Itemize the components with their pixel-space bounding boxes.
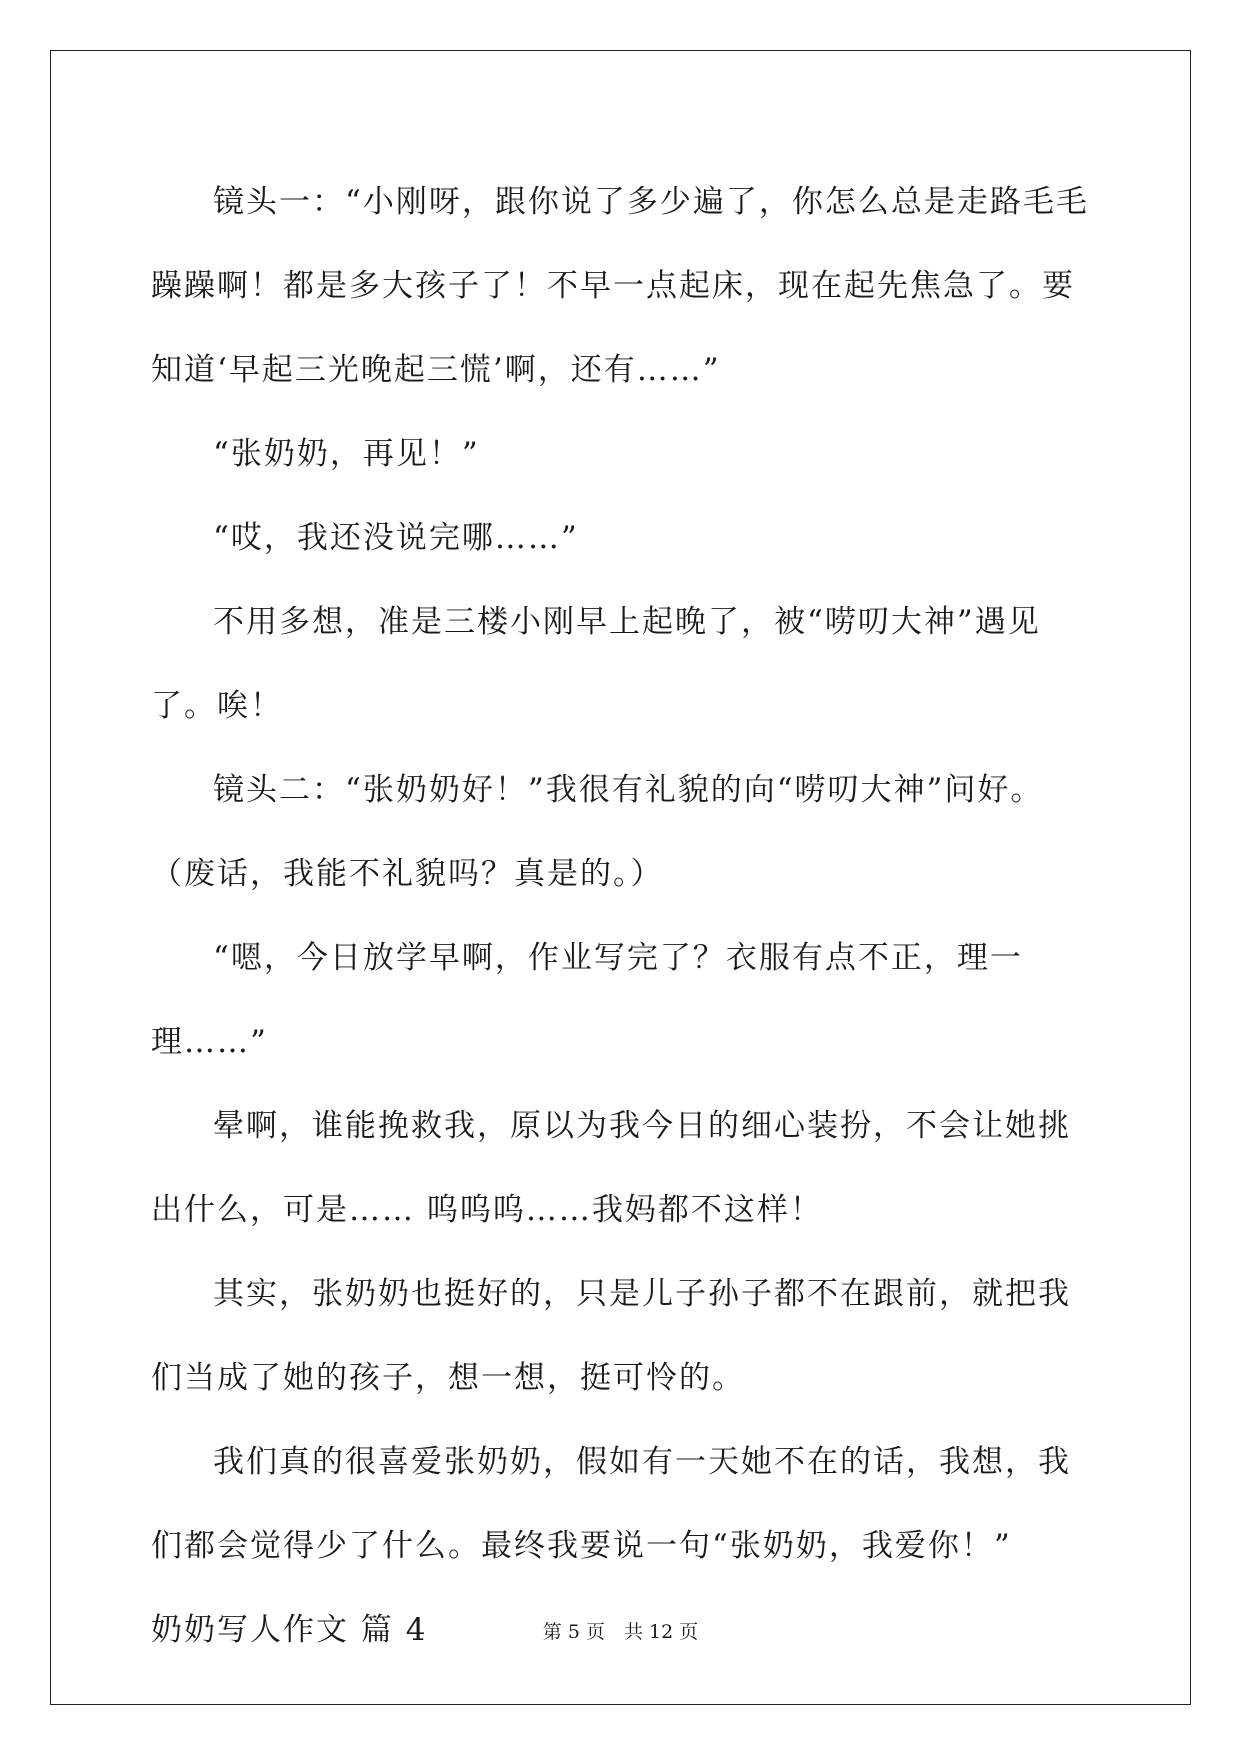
document-body — [151, 160, 1091, 1672]
paragraph: 我们真的很喜爱张奶奶，假如有一天她不在的话，我想，我们都会觉得少了什么。最终我要说一句“张奶奶，我爱你！” — [151, 1444, 1071, 1564]
paragraph: 其实，张奶奶也挺好的，只是儿子孙子都不在跟前，就把我们当成了她的孩子，想一想，挺可怜的。 — [151, 1276, 1071, 1396]
paragraph: 晕啊，谁能挽救我，原以为我今日的细心装扮，不会让她挑出什么，可是…… 呜呜呜……我妈都不这样！ — [151, 1108, 1071, 1228]
section-heading: 奶奶写人作文 篇 4 — [151, 1612, 428, 1648]
paragraph: 不用多想，准是三楼小刚早上起晚了，被“唠叨大神”遇见了。唉！ — [151, 604, 1041, 724]
paragraph: 镜头二：“张奶奶好！”我很有礼貌的向“唠叨大神”问好。（废话，我能不礼貌吗？真是的。） — [151, 772, 1044, 892]
paragraph: 镜头一：“小刚呀，跟你说了多少遍了，你怎么总是走路毛毛躁躁啊！都是多大孩子了！不早一点起床，现在起先焦急了。要知道‘早起三光晚起三慌’啊，还有……” — [151, 184, 1089, 388]
paragraph: “嗯，今日放学早啊，作业写完了？衣服有点不正，理一理……” — [151, 940, 1023, 1060]
page-number-footer: 第 5 页 共 12 页 — [542, 1621, 699, 1643]
paragraph: “哎，我还没说完哪……” — [213, 520, 579, 556]
paragraph: “张奶奶，再见！” — [213, 436, 480, 472]
